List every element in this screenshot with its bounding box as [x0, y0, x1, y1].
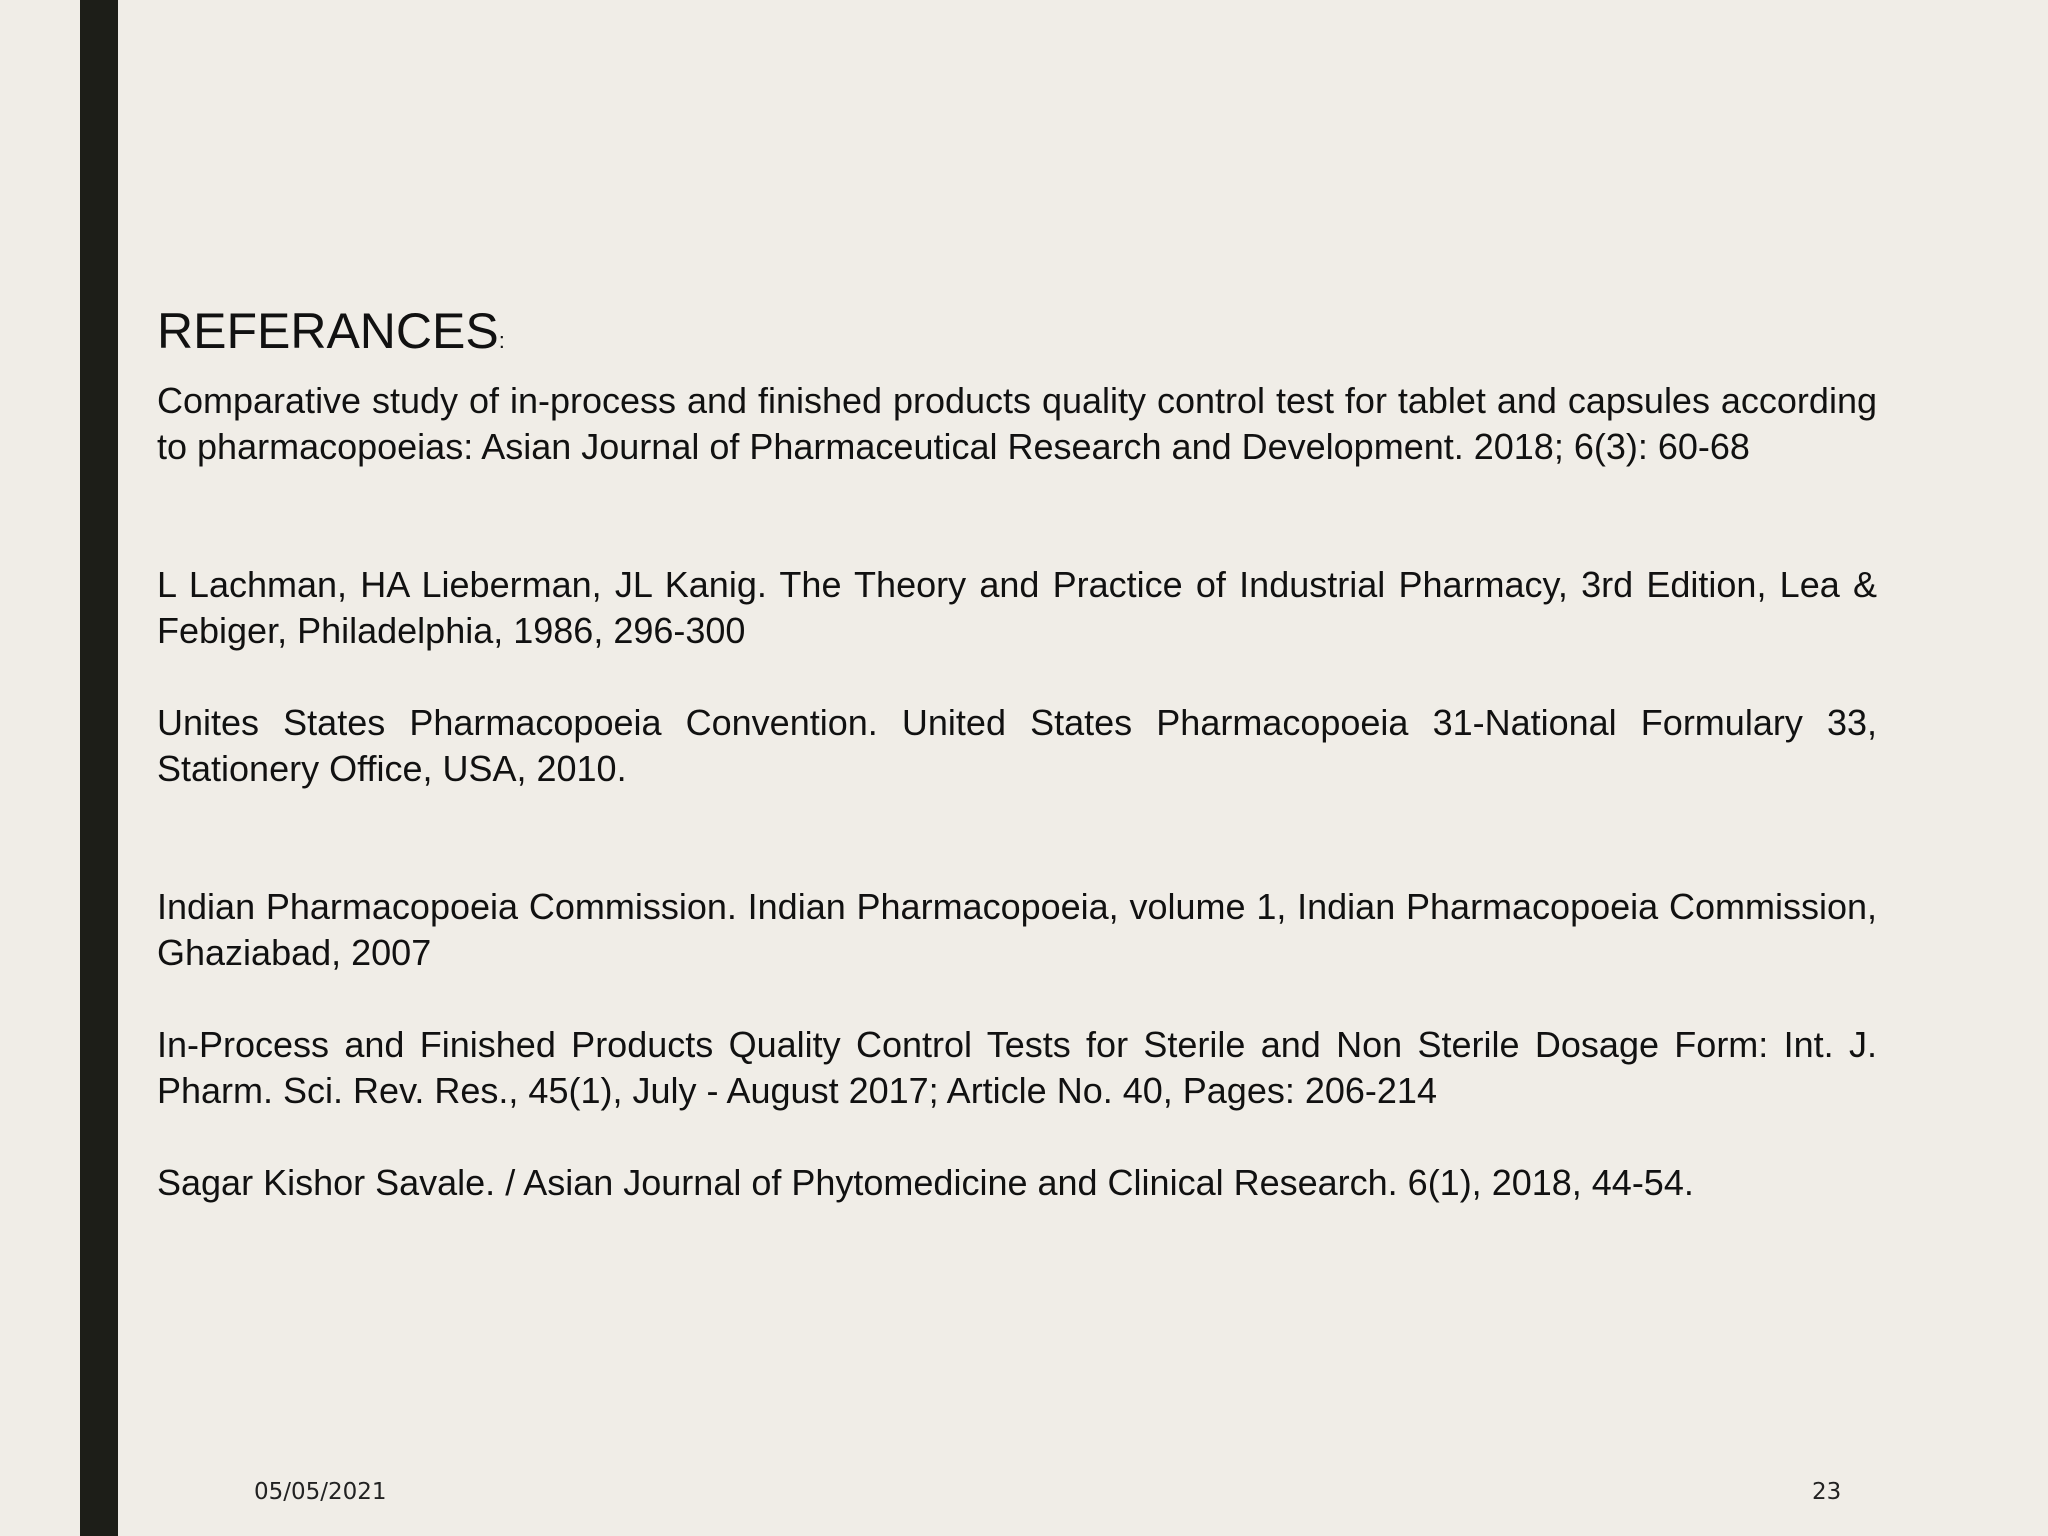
heading-text: REFERANCES: [157, 303, 499, 359]
page-number: 23: [1812, 1479, 1842, 1505]
accent-bar: [80, 0, 118, 1536]
reference-item-5: In-Process and Finished Products Quality Control Tests for Sterile and Non Sterile Dosage Form: Int. J. Pharm. Sci. Rev. Res., 45(1), July - August 2017; Article No. 40, Pages: 206-214: [157, 1024, 1877, 1111]
heading-colon: :: [498, 328, 505, 353]
reference-item-2: L Lachman, HA Lieberman, JL Kanig. The Theory and Practice of Industrial Pharmacy, 3rd Edition, Lea & Febiger, Philadelphia, 1986, 296-300: [157, 564, 1877, 651]
reference-item-3: Unites States Pharmacopoeia Convention. United States Pharmacopoeia 31-National Formulary 33, Stationery Office, USA, 2010.: [157, 702, 1877, 789]
reference-item-4: Indian Pharmacopoeia Commission. Indian Pharmacopoeia, volume 1, Indian Pharmacopoeia Commission, Ghaziabad, 2007: [157, 886, 1877, 973]
slide-heading: [157, 301, 505, 371]
footer-date: 05/05/2021: [254, 1479, 387, 1505]
reference-item-6: Sagar Kishor Savale. / Asian Journal of Phytomedicine and Clinical Research. 6(1), 2018, 44-54.: [157, 1162, 1694, 1203]
reference-item-1: Comparative study of in-process and finished products quality control test for tablet and capsules according to pharmacopoeias: Asian Journal of Pharmaceutical Research and Development. 2018; 6(3): 60-68: [157, 380, 1877, 467]
